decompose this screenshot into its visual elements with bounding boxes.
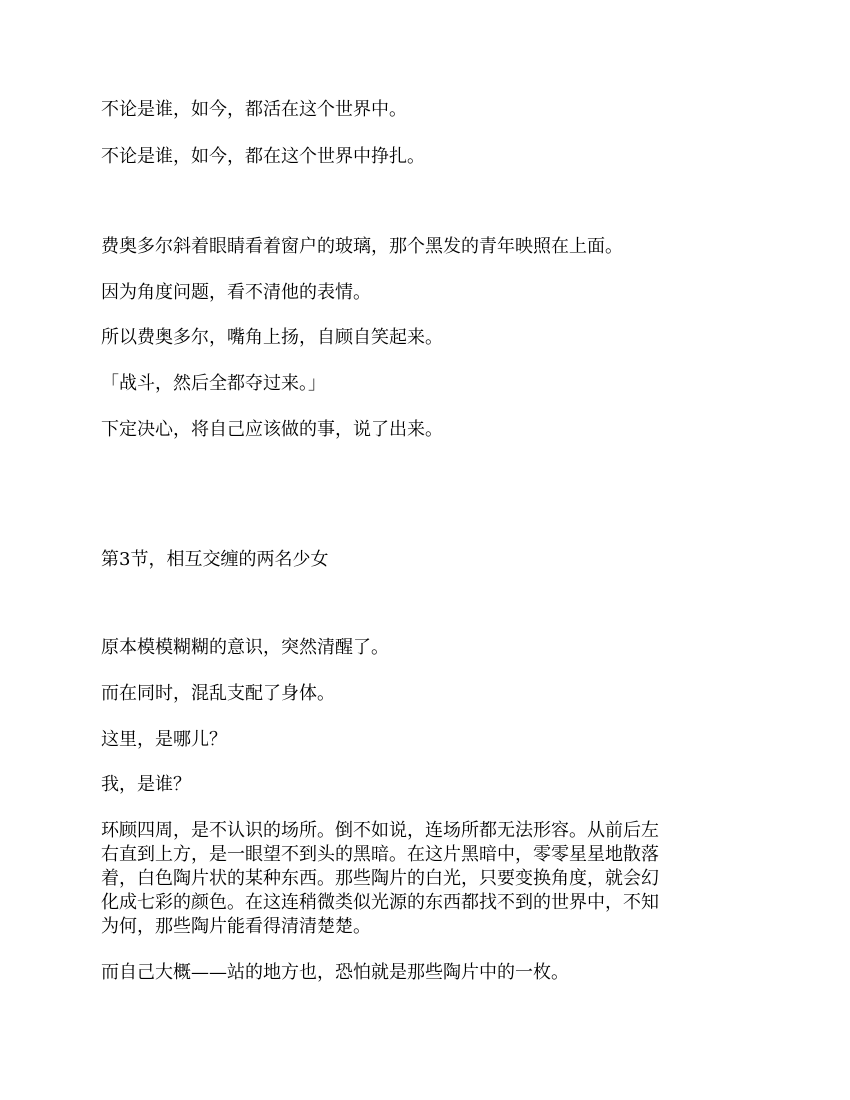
text-line: 费奥多尔斜着眼睛看着窗户的玻璃，那个黑发的青年映照在上面。	[101, 236, 623, 257]
text-line: 而在同时，混乱支配了身体。	[101, 683, 335, 704]
paragraph-line: 环顾四周，是不认识的场所。倒不如说，连场所都无法形容。从前后左	[101, 820, 659, 841]
text-line: 「战斗，然后全都夺过来。」	[101, 373, 326, 394]
chapter-heading: 第3节，相互交缠的两名少女	[101, 549, 329, 570]
text-line: 不论是谁，如今，都在这个世界中挣扎。	[101, 146, 425, 167]
text-line: 而自己大概——站的地方也，恐怕就是那些陶片中的一枚。	[101, 962, 569, 983]
text-line: 我，是谁？	[101, 774, 191, 795]
text-line: 因为角度问题，看不清他的表情。	[101, 282, 371, 303]
text-line: 原本模模糊糊的意识，突然清醒了。	[101, 637, 389, 658]
paragraph-line: 着，白色陶片状的某种东西。那些陶片的白光，只要变换角度，就会幻	[101, 868, 659, 889]
text-line: 不论是谁，如今，都活在这个世界中。	[101, 99, 407, 120]
paragraph-line: 化成七彩的颜色。在这连稍微类似光源的东西都找不到的世界中，不知	[101, 892, 659, 913]
text-line: 下定决心，将自己应该做的事，说了出来。	[101, 419, 443, 440]
paragraph-line: 右直到上方，是一眼望不到头的黑暗。在这片黑暗中，零零星星地散落	[101, 844, 659, 865]
text-line: 所以费奥多尔，嘴角上扬，自顾自笑起来。	[101, 327, 443, 348]
paragraph-line: 为何，那些陶片能看得清清楚楚。	[101, 916, 371, 937]
text-line: 这里，是哪儿？	[101, 729, 227, 750]
